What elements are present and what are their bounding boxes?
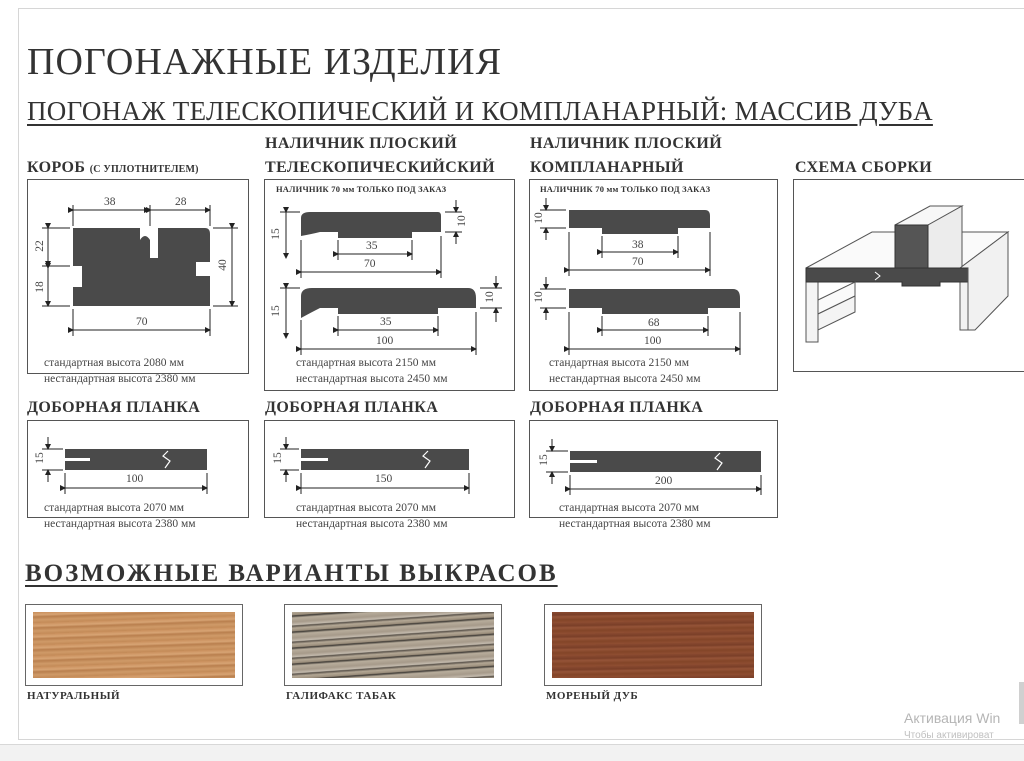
nal-komp-title-2: КОМПЛАНАРНЫЙ — [530, 159, 684, 176]
dobor-profile-2 — [301, 449, 469, 470]
dim-komp-a-70: 70 — [632, 256, 644, 268]
dim-komp-a-10: 10 — [532, 212, 545, 224]
dim-dobor3-15: 15 — [537, 454, 550, 466]
assembly-scheme-drawing — [806, 206, 1008, 342]
dim-dobor2-15: 15 — [271, 452, 284, 464]
swatch-halifax-label: ГАЛИФАКС ТАБАК — [286, 690, 397, 702]
korob-title-note: (С УПЛОТНИТЕЛЕМ) — [89, 164, 199, 175]
dobor-profile-3 — [570, 451, 761, 472]
dim-dobor1-100: 100 — [126, 473, 144, 485]
dim-korob-28: 28 — [175, 196, 187, 208]
korob-std: стандартная высота 2080 мм — [44, 357, 184, 369]
dim-tele-b-15: 15 — [269, 305, 282, 317]
korob-title: КОРОБ (С УПЛОТНИТЕЛЕМ) — [27, 159, 199, 176]
dim-tele-b-100: 100 — [376, 335, 394, 347]
dim-korob-18: 18 — [33, 281, 46, 293]
dim-tele-a-70: 70 — [364, 258, 376, 270]
dobor-profile-1 — [65, 449, 207, 470]
dim-komp-b-10: 10 — [532, 291, 545, 303]
swatch-morenyi-dub — [544, 604, 762, 686]
nal-tele-note: НАЛИЧНИК 70 мм ТОЛЬКО ПОД ЗАКАЗ — [276, 184, 447, 194]
dim-komp-b-68: 68 — [648, 317, 660, 329]
dim-dobor3-200: 200 — [655, 475, 673, 487]
dim-komp-a-38: 38 — [632, 239, 644, 251]
dobor-title-2: ДОБОРНАЯ ПЛАНКА — [265, 399, 439, 416]
dobor2-std: стандартная высота 2070 мм — [296, 502, 436, 514]
dim-tele-a-10: 10 — [455, 215, 468, 227]
dim-tele-b-35: 35 — [380, 316, 392, 328]
nal-tele-profile-a — [301, 212, 441, 238]
dim-korob-38: 38 — [104, 196, 116, 208]
nal-tele-std: стандартная высота 2150 мм — [296, 357, 436, 369]
swatch-natural-fill — [33, 612, 235, 678]
nal-tele-nstd: нестандартная высота 2450 мм — [296, 373, 448, 385]
dim-korob-22: 22 — [33, 240, 46, 252]
nal-komp-note: НАЛИЧНИК 70 мм ТОЛЬКО ПОД ЗАКАЗ — [540, 184, 711, 194]
dim-tele-b-10: 10 — [483, 291, 496, 303]
korob-profile — [73, 228, 210, 306]
activation-watermark-text: Чтобы активироват — [904, 730, 994, 741]
swatch-natural — [25, 604, 243, 686]
swatch-halifax-tabak — [284, 604, 502, 686]
dim-tele-a-15: 15 — [269, 228, 282, 240]
swatch-morenyi-fill — [552, 612, 754, 678]
nal-komp-profile-a — [569, 210, 710, 234]
page-title: ПОГОНАЖНЫЕ ИЗДЕЛИЯ — [27, 41, 502, 83]
dim-korob-40: 40 — [216, 259, 229, 271]
colors-title: ВОЗМОЖНЫЕ ВАРИАНТЫ ВЫКРАСОВ — [25, 560, 558, 587]
dobor1-std: стандартная высота 2070 мм — [44, 502, 184, 514]
nal-komp-title-1: НАЛИЧНИК ПЛОСКИЙ — [530, 135, 723, 152]
dim-dobor1-15: 15 — [33, 452, 46, 464]
dim-korob-70: 70 — [136, 316, 148, 328]
korob-nstd: нестандартная высота 2380 мм — [44, 373, 196, 385]
dim-komp-b-100: 100 — [644, 335, 662, 347]
swatch-natural-label: НАТУРАЛЬНЫЙ — [27, 690, 121, 702]
activation-watermark-title: Активация Win — [904, 710, 1001, 726]
bottom-strip — [0, 744, 1024, 761]
nal-tele-title-2: ТЕЛЕСКОПИЧЕСКИЙСКИЙ — [265, 159, 495, 176]
page-subtitle: ПОГОНАЖ ТЕЛЕСКОПИЧЕСКИЙ И КОМПЛАНАРНЫЙ: МАССИВ ДУБА — [27, 96, 933, 126]
nal-tele-title-1: НАЛИЧНИК ПЛОСКИЙ — [265, 135, 458, 152]
dobor-title-3: ДОБОРНАЯ ПЛАНКА — [530, 399, 704, 416]
swatch-morenyi-label: МОРЕНЫЙ ДУБ — [546, 690, 639, 702]
dim-tele-a-35: 35 — [366, 240, 378, 252]
dim-dobor2-150: 150 — [375, 473, 393, 485]
dobor1-nstd: нестандартная высота 2380 мм — [44, 518, 196, 530]
scrollbar-thumb[interactable] — [1019, 682, 1024, 724]
nal-komp-profile-b — [569, 289, 740, 314]
nal-komp-nstd: нестандартная высота 2450 мм — [549, 373, 701, 385]
dobor-title-1: ДОБОРНАЯ ПЛАНКА — [27, 399, 201, 416]
nal-tele-profile-b — [301, 288, 476, 318]
dobor3-std: стандартная высота 2070 мм — [559, 502, 699, 514]
scheme-title: СХЕМА СБОРКИ — [795, 159, 933, 176]
swatch-halifax-fill — [292, 612, 494, 678]
nal-komp-std: стандартная высота 2150 мм — [549, 357, 689, 369]
dobor2-nstd: нестандартная высота 2380 мм — [296, 518, 448, 530]
dobor3-nstd: нестандартная высота 2380 мм — [559, 518, 711, 530]
